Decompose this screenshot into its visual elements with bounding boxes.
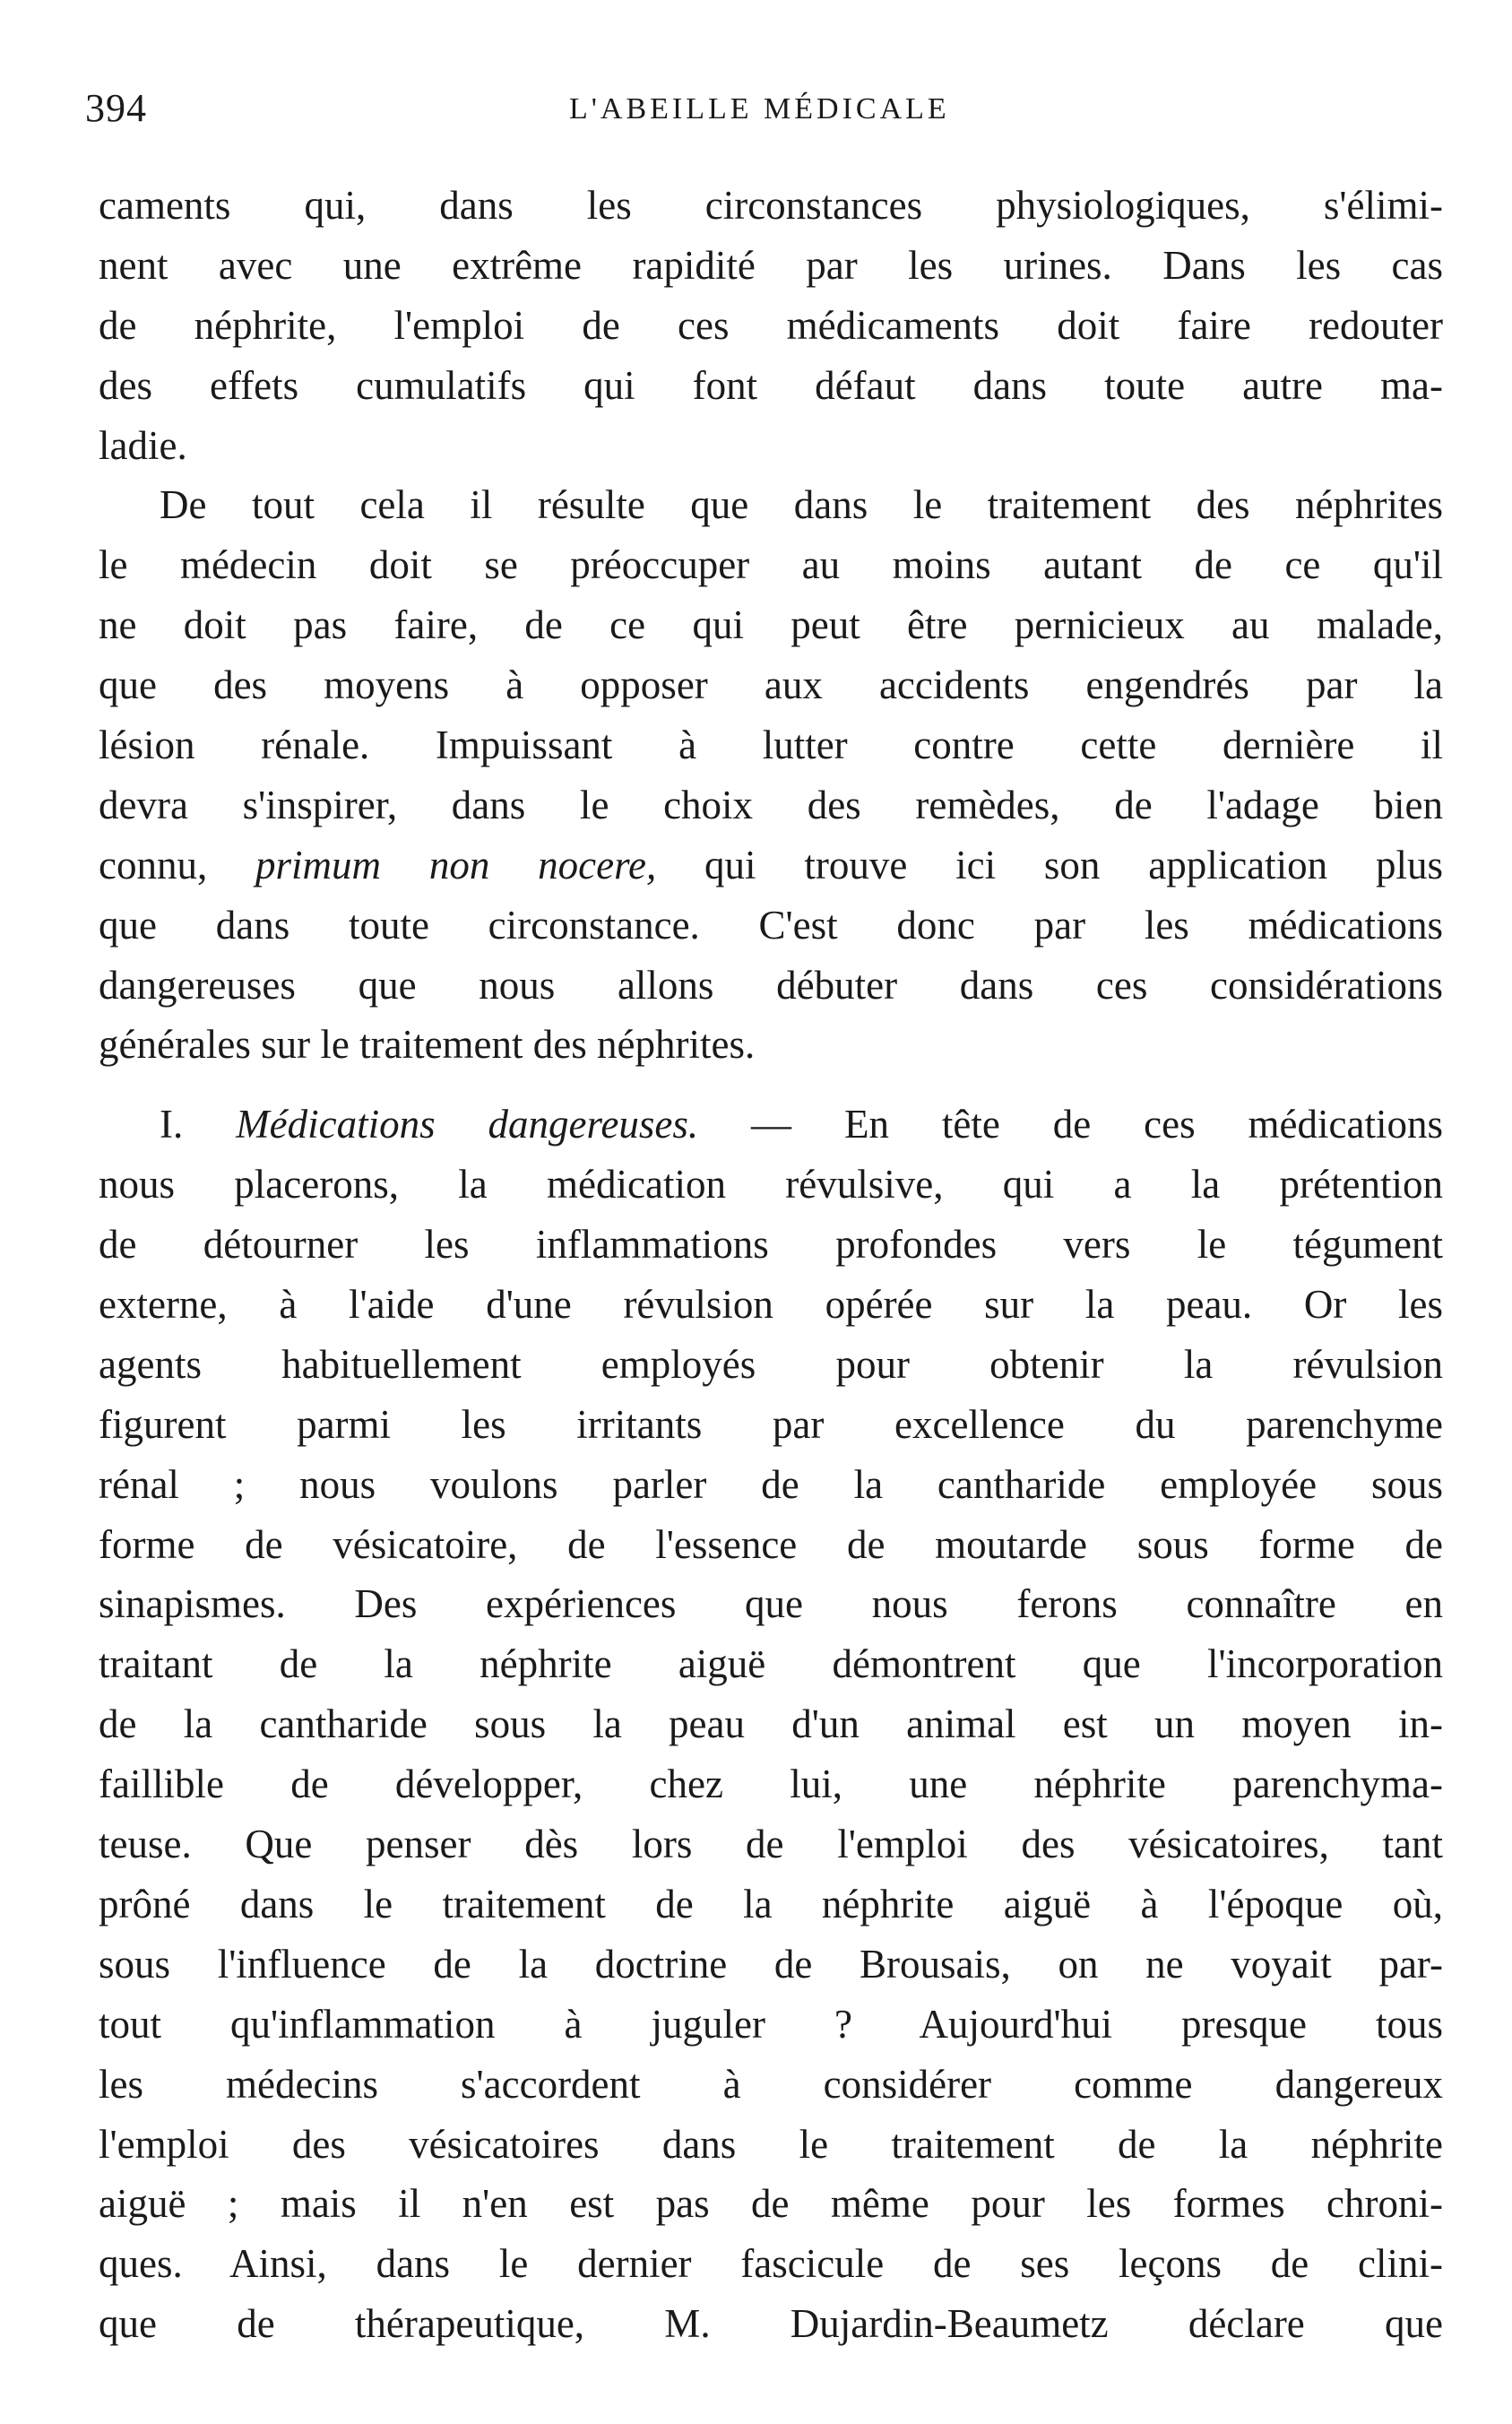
text-line: [99, 835, 1443, 896]
text-line: teuse. Que penser dès lors de l'emploi des vésicatoires, tant: [99, 1822, 1443, 1867]
text-line: dangereuses que nous allons débuter dans ces considérations: [99, 962, 1443, 1008]
text-line: le médecin doit se préoccuper au moins autant de ce qu'il: [99, 542, 1443, 588]
text-line: l'emploi des vésicatoires dans le traitement de la néphrite: [99, 2121, 1443, 2167]
section-heading: Médications dangereuses.: [236, 1102, 699, 1147]
text-line: que des moyens à opposer aux accidents engendrés par la: [99, 662, 1443, 708]
text-line: faillible de développer, chez lui, une néphrite parenchyma-: [99, 1762, 1443, 1807]
text-line: prôné dans le traitement de la néphrite aiguë à l'époque où,: [99, 1881, 1443, 1926]
page-number: 394: [85, 86, 147, 130]
journal-title: L'ABEILLE MÉDICALE: [569, 92, 950, 126]
latin-phrase: primum non nocere,: [255, 842, 657, 887]
text-line: tout qu'inflammation à juguler ? Aujourd'hui presque tous: [99, 2001, 1443, 2047]
text-line: que de thérapeutique, M. Dujardin-Beaumetz déclare que: [99, 2301, 1443, 2347]
text-line: de la cantharide sous la peau d'un animal est un moyen in-: [99, 1701, 1443, 1747]
running-head: [85, 85, 1443, 139]
section-number: I.: [160, 1102, 237, 1147]
text-line: caments qui, dans les circonstances physiologiques, s'élimi-: [99, 183, 1443, 228]
section-heading-line: [99, 1095, 1443, 1155]
text-line: externe, à l'aide d'une révulsion opérée sur la peau. Or les: [99, 1282, 1443, 1328]
text-line: ques. Ainsi, dans le dernier fascicule de ses leçons de clini-: [99, 2241, 1443, 2287]
text-line: des effets cumulatifs qui font défaut dans toute autre ma-: [99, 362, 1443, 408]
text-line: figurent parmi les irritants par excellence du parenchyme: [99, 1401, 1443, 1447]
text-line: traitant de la néphrite aiguë démontrent que l'incorporation: [99, 1641, 1443, 1687]
text-line: que dans toute circonstance. C'est donc par les médications: [99, 902, 1443, 948]
text-line: rénal ; nous voulons parler de la cantharide employée sous: [99, 1461, 1443, 1507]
text-line: nous placerons, la médication révulsive, qui a la prétention: [99, 1162, 1443, 1208]
text-line: devra s'inspirer, dans le choix des remèdes, de l'adage bien: [99, 782, 1443, 827]
text-line: lésion rénale. Impuissant à lutter contre cette dernière il: [99, 723, 1443, 768]
text-fragment: — En tête de ces médications: [698, 1102, 1443, 1147]
text-line: aiguë ; mais il n'en est pas de même pour les formes chroni-: [99, 2181, 1443, 2227]
text-line: sous l'influence de la doctrine de Brousais, on ne voyait par-: [99, 1941, 1443, 1987]
text-fragment: qui trouve ici son application plus: [656, 842, 1443, 887]
text-line: ne doit pas faire, de ce qui peut être pernicieux au malade,: [99, 602, 1443, 648]
paragraph-gap: [99, 1075, 1443, 1095]
text-line: de détourner les inflammations profondes vers le tégument: [99, 1222, 1443, 1268]
text-line: générales sur le traitement des néphrites.: [99, 1022, 756, 1068]
body-text: [99, 176, 1443, 2354]
text-line: ladie.: [99, 422, 187, 468]
text-line: forme de vésicatoire, de l'essence de moutarde sous forme de: [99, 1521, 1443, 1567]
text-line: De tout cela il résulte que dans le traitement des néphrites: [160, 482, 1443, 528]
text-line: nent avec une extrême rapidité par les urines. Dans les cas: [99, 242, 1443, 288]
text-line: les médecins s'accordent à considérer comme dangereux: [99, 2061, 1443, 2107]
text-line: agents habituellement employés pour obtenir la révulsion: [99, 1341, 1443, 1387]
text-fragment: connu,: [99, 842, 256, 887]
text-line: sinapismes. Des expériences que nous ferons connaître en: [99, 1581, 1443, 1627]
text-line: de néphrite, l'emploi de ces médicaments doit faire redouter: [99, 302, 1443, 348]
